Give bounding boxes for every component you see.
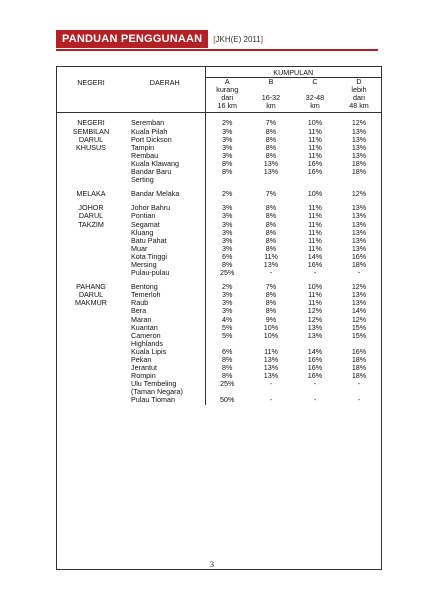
negeri-cell: [57, 332, 125, 340]
group-header-l3: km: [293, 102, 337, 113]
rate-cell-b: 8%: [265, 227, 277, 237]
rate-cell-a: 2%: [205, 190, 249, 198]
rate-cell-c: 16%: [307, 158, 323, 168]
negeri-cell: PAHANG: [76, 282, 106, 292]
negeri-cell: [57, 152, 125, 160]
rate-cell-a: 5%: [205, 332, 249, 340]
rate-cell-c: 10%: [307, 118, 323, 128]
rate-cell-b: -: [269, 268, 273, 278]
rate-cell-c: 16%: [307, 363, 323, 373]
daerah-cell: Pekan: [131, 355, 152, 364]
rate-cell-d: 18%: [351, 355, 367, 364]
rate-cell-b: 7%: [265, 118, 277, 128]
daerah-cell: Tampin: [131, 142, 155, 152]
rate-cell-d: -: [357, 268, 361, 278]
rate-cell-b: 13%: [263, 167, 279, 177]
daerah-cell: Rompin: [131, 371, 156, 381]
negeri-cell: DARUL: [78, 211, 104, 221]
header-divider: [56, 49, 378, 51]
rate-cell-a: 8%: [205, 356, 249, 364]
daerah-cell: Kuala Lipis: [131, 346, 167, 356]
daerah-cell: Raub: [131, 298, 149, 308]
rate-cell-d: 13%: [351, 150, 367, 160]
table-row: [57, 299, 381, 307]
daerah-cell: Kuala Pilah: [131, 126, 168, 136]
negeri-cell: [57, 176, 125, 184]
daerah-cell: Highlands: [131, 338, 163, 348]
negeri-cell: DARUL: [78, 134, 104, 144]
daerah-cell: Muar: [131, 243, 148, 253]
rate-cell-a: 25%: [205, 269, 249, 277]
rate-cell-c: 11%: [308, 227, 322, 237]
rate-cell-d: 12%: [351, 314, 367, 324]
rate-cell-a: 3%: [205, 136, 249, 144]
rate-cell-a: 2%: [205, 283, 249, 291]
negeri-cell: JOHOR: [78, 203, 104, 213]
negeri-cell: [57, 237, 125, 245]
page-header: [56, 30, 263, 48]
daerah-cell: Bentong: [131, 282, 158, 292]
rate-cell-b: 8%: [265, 142, 277, 152]
daerah-cell: Bandar Baru: [131, 167, 172, 177]
table-row: [57, 261, 381, 269]
daerah-cell: Maran: [131, 314, 152, 324]
group-header-letter: C: [312, 77, 318, 87]
daerah-cell: Rembau: [131, 150, 159, 160]
negeri-cell: [57, 324, 125, 332]
rate-cell-a: 3%: [205, 291, 249, 299]
negeri-cell: [57, 168, 125, 176]
daerah-cell: Segamat: [131, 219, 160, 229]
rate-cell-a: 3%: [205, 144, 249, 152]
table-row: [57, 283, 381, 291]
rate-cell-b: 8%: [265, 235, 277, 245]
rate-cell-c: 16%: [307, 167, 323, 177]
negeri-cell: TAKZIM: [78, 219, 104, 229]
rate-cell-b: 8%: [265, 243, 277, 253]
column-header-kumpulan: KUMPULAN: [205, 67, 381, 78]
table-row: [57, 340, 381, 348]
rate-cell-d: 13%: [351, 227, 367, 237]
rate-cell-a: 3%: [205, 245, 249, 253]
daerah-cell: Mersing: [131, 259, 157, 269]
group-header-l1: kurang: [205, 86, 249, 94]
rate-cell-a: 25%: [205, 380, 249, 388]
rate-cell-d: 12%: [351, 282, 367, 292]
negeri-cell: [57, 340, 125, 348]
rate-cell-a: [205, 176, 249, 184]
rate-cell-d: 13%: [351, 126, 367, 136]
table-row: [57, 128, 381, 136]
table-row: [57, 316, 381, 324]
rate-cell-c: 11%: [308, 211, 322, 221]
group-header-l2: 16-32: [261, 93, 281, 103]
table-row: [57, 160, 381, 168]
rate-cell-b: 8%: [265, 134, 277, 144]
rate-cell-b: 8%: [265, 126, 277, 136]
rate-cell-a: 3%: [205, 229, 249, 237]
daerah-cell: Serting: [131, 175, 154, 185]
rate-cell-a: 2%: [205, 119, 249, 127]
table-row: [57, 364, 381, 372]
negeri-cell: [57, 229, 125, 237]
negeri-cell: [57, 396, 125, 404]
daerah-cell: Temerloh: [131, 290, 161, 300]
rate-cell-d: 15%: [351, 322, 367, 332]
rate-cell-b: 13%: [263, 371, 279, 381]
daerah-cell: Bera: [131, 306, 147, 316]
rate-cell-d: -: [357, 395, 361, 405]
table-row: [57, 245, 381, 253]
negeri-cell: SEMBILAN: [72, 126, 110, 136]
rate-cell-b: 7%: [265, 189, 277, 199]
rate-cell-d: 16%: [351, 251, 367, 261]
rate-cell-c: 11%: [308, 219, 322, 229]
rate-cell-b: 13%: [263, 355, 279, 364]
group-header-letter: B: [268, 77, 274, 87]
group-header-l3: 48 km: [337, 102, 381, 113]
table-row: [57, 152, 381, 160]
rate-cell-d: 12%: [351, 189, 367, 199]
rate-cell-d: 16%: [351, 346, 367, 356]
table-row: [57, 176, 381, 184]
rate-cell-d: 18%: [351, 167, 367, 177]
table-row: [57, 229, 381, 237]
rate-cell-b: 8%: [265, 211, 277, 221]
rates-table-container: [56, 66, 382, 570]
rate-cell-d: 13%: [351, 235, 367, 245]
rate-cell-c: -: [313, 268, 317, 278]
rate-cell-d: 13%: [351, 142, 367, 152]
rate-cell-a: 6%: [205, 253, 249, 261]
rate-cell-a: 3%: [205, 128, 249, 136]
table-row: [57, 144, 381, 152]
rate-cell-d: 13%: [351, 203, 367, 213]
rate-cell-d: 12%: [351, 118, 367, 128]
rate-cell-c: 11%: [308, 235, 322, 245]
group-header-l2: dari: [205, 94, 249, 102]
rate-cell-c: 13%: [307, 322, 323, 332]
rate-cell-d: 13%: [351, 219, 367, 229]
rate-cell-c: 11%: [308, 243, 322, 253]
table-row: [57, 204, 381, 212]
document-title-badge: PANDUAN PENGGUNAAN: [56, 30, 208, 48]
rate-cell-d: 18%: [351, 363, 367, 373]
rate-cell-b: 8%: [265, 203, 277, 213]
table-row: [57, 396, 381, 404]
rate-cell-c: 14%: [307, 251, 323, 261]
group-header-l3: km: [249, 102, 293, 113]
rate-cell-b: [249, 176, 293, 184]
rate-cell-a: 8%: [205, 261, 249, 269]
rate-cell-a: 8%: [205, 160, 249, 168]
document-code: [JKH(E) 2011]: [213, 34, 263, 44]
rate-cell-b: 13%: [263, 158, 279, 168]
rate-cell-b: 9%: [265, 314, 277, 324]
rate-cell-a: 6%: [205, 348, 249, 356]
page-number: 3: [210, 560, 214, 569]
table-row: [57, 221, 381, 229]
table-row: [57, 388, 381, 396]
rate-cell-c: -: [313, 395, 317, 405]
rate-cell-b: 7%: [265, 282, 277, 292]
rate-cell-a: 3%: [205, 307, 249, 315]
rate-cell-b: 10%: [263, 330, 279, 340]
negeri-cell: [57, 269, 125, 277]
rate-cell-d: 13%: [351, 211, 367, 221]
rate-cell-c: 14%: [307, 346, 323, 356]
rate-cell-d: [337, 176, 381, 184]
rate-cell-a: 3%: [205, 237, 249, 245]
daerah-cell: Pulau-pulau: [131, 268, 170, 278]
rate-cell-d: -: [357, 379, 361, 389]
rate-cell-c: 12%: [307, 306, 323, 316]
group-header-l2: 32-48: [305, 93, 325, 103]
rate-cell-a: 8%: [205, 364, 249, 372]
daerah-cell: (Taman Negara): [131, 387, 183, 397]
negeri-cell: MELAKA: [76, 189, 106, 199]
negeri-cell: [57, 307, 125, 315]
daerah-cell: Jerantut: [131, 363, 157, 373]
column-header-negeri: NEGERI: [57, 67, 125, 113]
negeri-cell: [57, 372, 125, 380]
rate-cell-b: 8%: [265, 306, 277, 316]
daerah-cell: Ulu Tembeling: [131, 379, 177, 389]
rate-cell-a: 50%: [205, 396, 249, 404]
table-row: [57, 237, 381, 245]
rate-cell-c: -: [313, 379, 317, 389]
rate-cell-d: 13%: [351, 134, 367, 144]
daerah-cell: Pontian: [131, 211, 156, 221]
table-row: [57, 307, 381, 315]
rate-cell-a: 3%: [205, 152, 249, 160]
rate-cell-d: 15%: [351, 330, 367, 340]
table-row: [57, 380, 381, 388]
rate-cell-d: 13%: [351, 243, 367, 253]
daerah-cell: Kota Tinggi: [131, 251, 167, 261]
rate-cell-c: 11%: [308, 134, 322, 144]
rate-cell-b: 8%: [265, 150, 277, 160]
group-header-l1: lebih: [351, 85, 367, 95]
table-row: [57, 332, 381, 340]
rate-cell-c: 10%: [307, 189, 323, 199]
group-header-l2: dari: [353, 93, 365, 103]
daerah-cell: Cameron: [131, 330, 161, 340]
daerah-cell: Seremban: [131, 118, 165, 128]
rate-cell-c: 10%: [307, 282, 323, 292]
negeri-cell: [57, 388, 125, 396]
table-header: [57, 67, 381, 113]
rate-cell-a: 8%: [205, 168, 249, 176]
rate-cell-b: 8%: [265, 290, 277, 300]
rate-cell-c: 16%: [307, 259, 323, 269]
rate-cell-b: 11%: [264, 251, 278, 261]
rate-cell-c: [293, 176, 337, 184]
rate-cell-c: 11%: [308, 290, 322, 300]
daerah-cell: Pulau Tioman: [131, 395, 175, 405]
daerah-cell: Johor Bahru: [131, 203, 171, 213]
rate-cell-b: 13%: [263, 363, 279, 373]
negeri-cell: [57, 245, 125, 253]
negeri-cell: [57, 316, 125, 324]
negeri-cell: KHUSUS: [76, 142, 106, 152]
rate-cell-c: 11%: [308, 126, 322, 136]
rate-cell-a: 3%: [205, 204, 249, 212]
negeri-cell: [57, 364, 125, 372]
rate-cell-b: 13%: [263, 259, 279, 269]
negeri-cell: [57, 380, 125, 388]
rate-cell-a: 4%: [205, 316, 249, 324]
rate-cell-a: 8%: [205, 372, 249, 380]
rate-cell-b: -: [269, 379, 273, 389]
table-row: [57, 168, 381, 176]
negeri-cell: [57, 348, 125, 356]
negeri-cell: MAKMUR: [75, 298, 107, 308]
rates-table: [57, 67, 381, 405]
negeri-cell: NEGERI: [77, 118, 105, 128]
group-header-l3: 16 km: [205, 102, 249, 113]
rate-cell-c: 16%: [307, 355, 323, 364]
table-row: [57, 212, 381, 220]
daerah-cell: Batu Pahat: [131, 235, 167, 245]
daerah-cell: Port Dickson: [131, 134, 172, 144]
rate-cell-a: 3%: [205, 299, 249, 307]
rate-cell-c: 11%: [308, 142, 322, 152]
daerah-cell: Kluang: [131, 227, 154, 237]
column-header-daerah: DAERAH: [125, 67, 205, 113]
table-row: [57, 324, 381, 332]
rate-cell-b: 11%: [264, 346, 278, 356]
negeri-cell: [57, 253, 125, 261]
rate-cell-d: 18%: [351, 371, 367, 381]
rate-cell-b: 8%: [265, 298, 277, 308]
daerah-cell: Kuala Klawang: [131, 158, 179, 168]
table-row: [57, 356, 381, 364]
table-row: [57, 269, 381, 277]
negeri-cell: [57, 160, 125, 168]
rate-cell-b: 10%: [263, 322, 279, 332]
rate-cell-d: 13%: [351, 290, 367, 300]
rate-cell-b: 8%: [265, 219, 277, 229]
daerah-cell: Kuantan: [131, 322, 158, 332]
rate-cell-c: 13%: [307, 330, 323, 340]
rate-cell-d: 18%: [351, 259, 367, 269]
rate-cell-d: 13%: [351, 298, 367, 308]
group-header-letter: D: [356, 77, 362, 87]
rate-cell-a: 3%: [205, 212, 249, 220]
rate-cell-c: 12%: [307, 314, 323, 324]
table-row: [57, 372, 381, 380]
table-row: [57, 253, 381, 261]
rate-cell-c: 11%: [308, 150, 322, 160]
rate-cell-a: 5%: [205, 324, 249, 332]
rate-cell-d: 14%: [351, 306, 367, 316]
negeri-cell: [57, 261, 125, 269]
rate-cell-b: -: [269, 395, 273, 405]
rate-cell-a: 3%: [205, 221, 249, 229]
table-row: [57, 348, 381, 356]
rate-cell-c: 16%: [307, 371, 323, 381]
table-row: [57, 190, 381, 198]
daerah-cell: Bandar Melaka: [131, 189, 180, 199]
negeri-cell: DARUL: [78, 290, 104, 300]
negeri-cell: [57, 356, 125, 364]
table-body: [57, 113, 381, 405]
rate-cell-d: 18%: [351, 158, 367, 168]
rate-cell-c: 11%: [308, 203, 322, 213]
group-header-letter: A: [205, 78, 249, 87]
rate-cell-c: 11%: [308, 298, 322, 308]
